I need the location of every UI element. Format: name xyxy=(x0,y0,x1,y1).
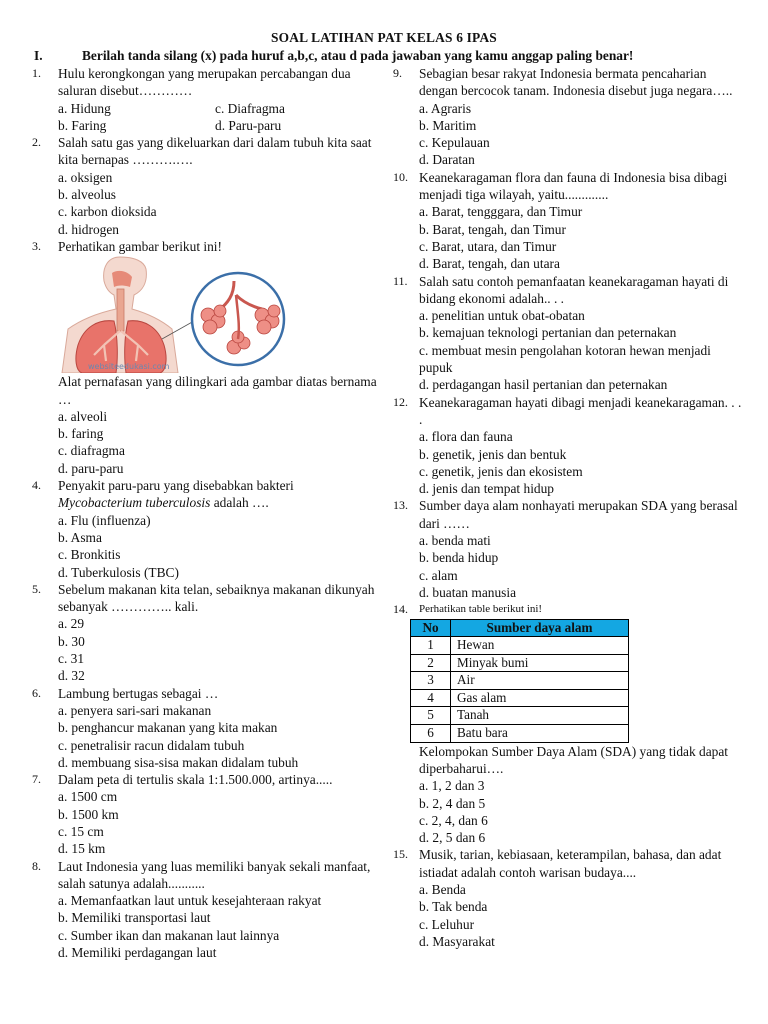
option-b: b. Memiliki transportasi laut xyxy=(58,910,211,926)
column-header-no: No xyxy=(411,619,451,637)
question-number: 12. xyxy=(393,394,408,409)
figure-watermark: websiteedukasi.com xyxy=(88,362,170,372)
option-b: b. Maritim xyxy=(419,117,477,133)
question-number: 11. xyxy=(393,273,408,288)
option-a: a. 1500 cm xyxy=(58,789,118,805)
option-d: d. Paru-paru xyxy=(215,117,282,133)
option-b: b. Faring xyxy=(58,117,107,133)
option-a: a. penelitian untuk obat-obatan xyxy=(419,308,585,324)
question-number: 2. xyxy=(32,135,41,150)
option-b: b. Asma xyxy=(58,529,102,545)
table-header-row xyxy=(411,619,629,637)
instruction-text: Berilah tanda silang (x) pada huruf a,b,c, atau d pada jawaban yang kamu anggap paling benar! xyxy=(82,48,634,63)
cell-no: 6 xyxy=(411,725,451,743)
question-14 xyxy=(393,601,743,846)
option-d: d. Tuberkulosis (TBC) xyxy=(58,564,179,580)
question-text: Perhatikan gambar berikut ini! xyxy=(58,238,222,254)
option-d: d. paru-paru xyxy=(58,460,124,476)
option-a: a. Benda xyxy=(419,882,466,898)
question-number: 5. xyxy=(32,581,41,596)
table-row xyxy=(411,707,629,725)
option-c: c. Leluhur xyxy=(419,916,475,932)
question-text: Salah satu gas yang dikeluarkan dari dalam tubuh kita saat kita bernapas ……….…. xyxy=(58,135,372,168)
cell-resource: Batu bara xyxy=(451,725,629,743)
option-c: c. penetralisir racun didalam tubuh xyxy=(58,737,245,753)
option-b: b. 2, 4 dan 5 xyxy=(419,795,486,811)
option-c: c. Kepulauan xyxy=(419,135,490,151)
option-b: b. Tak benda xyxy=(419,899,488,915)
table-row xyxy=(411,654,629,672)
question-text: Keanekaragaman flora dan fauna di Indonesia bisa dibagi menjadi tiga wilayah, yaitu............. xyxy=(419,169,728,203)
right-column xyxy=(393,65,743,950)
cell-no: 2 xyxy=(411,654,451,672)
question-4 xyxy=(32,477,387,581)
question-number: 13. xyxy=(393,498,408,513)
cell-resource: Air xyxy=(451,672,629,690)
question-5 xyxy=(32,581,387,685)
option-d: d. Memiliki perdagangan laut xyxy=(58,945,217,961)
page-title: SOAL LATIHAN PAT KELAS 6 IPAS xyxy=(271,30,497,45)
resource-table xyxy=(410,619,629,743)
option-d: d. jenis dan tempat hidup xyxy=(419,481,554,497)
table-row xyxy=(411,725,629,743)
option-d: d. Masyarakat xyxy=(419,933,495,949)
respiratory-figure xyxy=(58,255,358,373)
question-text: Lambung bertugas sebagai … xyxy=(58,685,219,701)
question-number: 1. xyxy=(32,66,41,80)
option-d: d. Daratan xyxy=(419,152,475,168)
question-number: 7. xyxy=(32,772,41,787)
option-a: a. alveoli xyxy=(58,408,108,424)
question-text: Keanekaragaman hayati dibagi menjadi keanekaragaman. . . . xyxy=(419,394,742,427)
question-9 xyxy=(393,65,743,169)
option-d: d. buatan manusia xyxy=(419,584,517,600)
left-column xyxy=(32,65,387,961)
option-b: b. 30 xyxy=(58,633,85,649)
option-c: c. Sumber ikan dan makanan laut lainnya xyxy=(58,927,280,943)
question-number: 9. xyxy=(393,66,402,80)
option-b: b. 1500 km xyxy=(58,806,119,822)
instruction xyxy=(34,48,744,64)
question-text-2: Kelompokan Sumber Daya Alam (SDA) yang tidak dapat diperbaharui…. xyxy=(419,743,729,776)
question-number: 8. xyxy=(32,858,41,873)
question-15 xyxy=(393,846,743,950)
cell-no: 4 xyxy=(411,689,451,707)
option-b: b. benda hidup xyxy=(419,550,499,566)
question-text: Sumber daya alam nonhayati merupakan SDA yang berasal dari …… xyxy=(419,498,738,531)
question-2 xyxy=(32,134,387,238)
option-b: b. genetik, jenis dan bentuk xyxy=(419,446,567,462)
question-number: 15. xyxy=(393,847,408,862)
cell-resource: Hewan xyxy=(451,637,629,655)
option-a: a. 29 xyxy=(58,616,85,632)
option-d: d. Barat, tengah, dan utara xyxy=(419,256,560,272)
option-c: c. 15 cm xyxy=(58,823,104,839)
cell-resource: Minyak bumi xyxy=(451,654,629,672)
option-d: d. perdagangan hasil pertanian dan peternakan xyxy=(419,377,668,393)
option-a: a. 1, 2 dan 3 xyxy=(419,778,485,794)
column-header-resource: Sumber daya alam xyxy=(451,619,629,637)
table-row xyxy=(411,637,629,655)
option-c: c. diafragma xyxy=(58,443,125,459)
option-d: d. 2, 5 dan 6 xyxy=(419,830,486,846)
question-number: 4. xyxy=(32,478,41,493)
question-text-2: Alat pernafasan yang dilingkari ada gambar diatas bernama … xyxy=(58,374,377,407)
option-a: a. Flu (influenza) xyxy=(58,512,151,528)
option-b: b. Barat, tengah, dan Timur xyxy=(419,221,566,237)
question-text: Hulu kerongkongan yang merupakan percabangan dua saluran disebut………… xyxy=(58,66,351,99)
table-row xyxy=(411,689,629,707)
option-a: a. flora dan fauna xyxy=(419,429,513,445)
option-b: b. faring xyxy=(58,426,104,442)
question-text: Laut Indonesia yang luas memiliki banyak sekali manfaat, salah satunya adalah........... xyxy=(58,858,371,891)
question-text: Perhatikan table berikut ini! xyxy=(419,603,543,616)
option-a: a. benda mati xyxy=(419,533,491,549)
option-a: a. oksigen xyxy=(58,169,113,185)
question-1 xyxy=(32,65,387,134)
option-a: a. Hidung xyxy=(58,100,111,116)
question-7 xyxy=(32,771,387,857)
option-b: b. penghancur makanan yang kita makan xyxy=(58,720,278,736)
question-6 xyxy=(32,685,387,771)
option-c: c. Barat, utara, dan Timur xyxy=(419,238,557,254)
question-text-cont xyxy=(32,494,387,511)
option-a: a. Barat, tengggara, dan Timur xyxy=(419,204,583,220)
species-name: Mycobacterium tuberculosis xyxy=(58,495,211,511)
question-number: 6. xyxy=(32,685,41,700)
option-d: d. 32 xyxy=(58,668,85,684)
option-d: d. hidrogen xyxy=(58,221,119,237)
option-a: a. Memanfaatkan laut untuk kesejahteraan rakyat xyxy=(58,893,322,909)
question-text: Musik, tarian, kebiasaan, keterampilan, bahasa, dan adat istiadat adalah contoh warisan budaya.... xyxy=(419,847,722,880)
question-8 xyxy=(32,858,387,962)
question-12 xyxy=(393,394,743,498)
option-c: c. Bronkitis xyxy=(58,547,121,563)
option-a: a. Agraris xyxy=(419,100,472,116)
question-text: Salah satu contoh pemanfaatan keanekaragaman hayati di bidang ekonomi adalah.. . . xyxy=(419,273,729,306)
section-number: I. xyxy=(34,48,43,63)
option-c: c. karbon dioksida xyxy=(58,204,157,220)
question-3 xyxy=(32,238,387,477)
option-c: c. genetik, jenis dan ekosistem xyxy=(419,463,583,479)
question-text: Sebagian besar rakyat Indonesia bermata pencaharian dengan bercocok tanam. Indonesia disebut juga negara….. xyxy=(419,66,733,99)
question-number: 14. xyxy=(393,602,408,617)
cell-no: 1 xyxy=(411,637,451,655)
table-row xyxy=(411,672,629,690)
cell-resource: Gas alam xyxy=(451,689,629,707)
question-number: 10. xyxy=(393,169,408,184)
option-b: b. alveolus xyxy=(58,187,117,203)
cell-resource: Tanah xyxy=(451,707,629,725)
option-c: c. alam xyxy=(419,567,458,583)
question-text: Dalam peta di tertulis skala 1:1.500.000, artinya..... xyxy=(58,772,333,788)
question-text: Penyakit paru-paru yang disebabkan bakteri xyxy=(58,478,294,494)
option-a: a. penyera sari-sari makanan xyxy=(58,702,212,718)
cell-no: 5 xyxy=(411,707,451,725)
option-c: c. 2, 4, dan 6 xyxy=(419,812,488,828)
cell-no: 3 xyxy=(411,672,451,690)
option-c: c. Diafragma xyxy=(215,100,285,116)
question-text: Sebelum makanan kita telan, sebaiknya makanan dikunyah sebanyak ………….. kali. xyxy=(58,581,375,615)
option-d: d. membuang sisa-sisa makan didalam tubuh xyxy=(58,754,299,770)
question-11 xyxy=(393,273,743,394)
option-c: c. membuat mesin pengolahan kotoran hewan menjadi pupuk xyxy=(419,342,711,376)
question-number: 3. xyxy=(32,238,41,253)
question-10 xyxy=(393,169,743,273)
lungs-alveoli-illustration xyxy=(58,255,358,373)
option-c: c. 31 xyxy=(58,651,85,667)
option-d: d. 15 km xyxy=(58,841,106,857)
question-text-end: adalah …. xyxy=(210,495,269,511)
option-b: b. kemajuan teknologi pertanian dan peternakan xyxy=(419,325,677,341)
question-13 xyxy=(393,497,743,601)
